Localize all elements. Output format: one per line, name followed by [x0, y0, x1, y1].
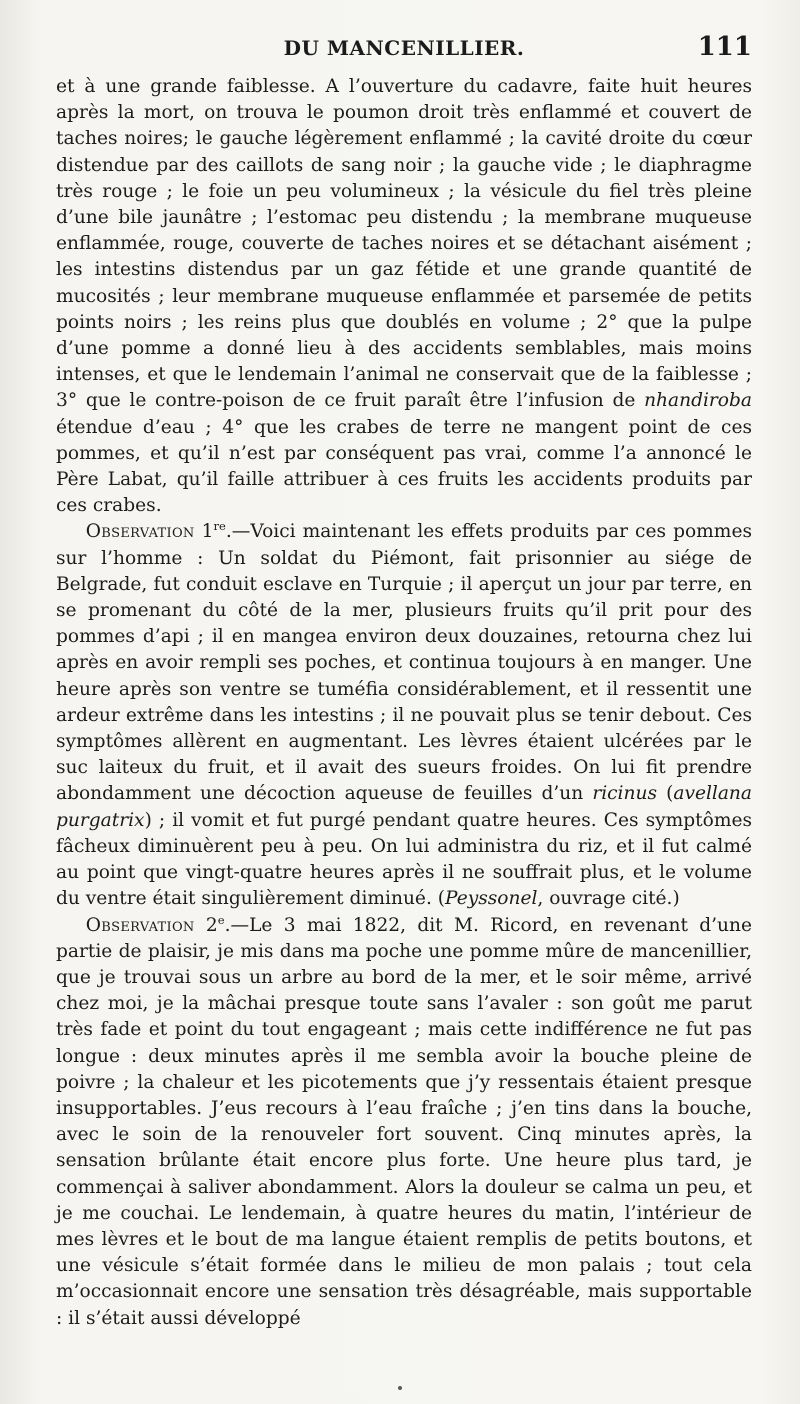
body-text	[56, 74, 752, 1332]
paragraph-text: et à une grande faiblesse. A l’ouverture du cadavre, faite huit heures après la mort, on trouva le poumon droit très enflammé et couvert de taches noires; le gauche légèrement enflammé ; la cavité droite du cœur distendue par des caillots de sang noir ; la gauche vide ; le diaphragme très rouge ; le foie un peu volumineux ; la vésicule du fiel très pleine d’une bile jaunâtre ; l’estomac peu distendu ; la membrane muqueuse enflammée, rouge, couverte de taches noires et se détachant aisément ; les intestins distendus par un gaz fétide et une grande quantité de mucosités ; leur membrane muqueuse enflammée et parsemée de petits points noirs ; les reins plus que doublés en volume ; 2° que la pulpe d’une pomme a donné lieu à des accidents semblables, mais moins intenses, et que le lendemain l’animal ne conservait que de la faiblesse ; 3° que le contre-poison de ce fruit paraît être l’infusion de	[56, 76, 752, 412]
paragraph-text: étendue d’eau ; 4° que les crabes de terre ne mangent point de ces pommes, et qu’il n’est par conséquent pas vrai, comme l’a annoncé le Père Labat, qu’il faille attribuer à ces fruits les accidents produits par ces crabes.	[56, 416, 752, 517]
paragraph-text: Voici maintenant les effets produits par ces pommes sur l’homme : Un soldat du Piémont, fait prisonnier au siége de Belgrade, fut conduit esclave en Turquie ; il aperçut un jour par terre, en se promenant du côté de la mer, plusieurs fruits qu’il prit pour des pommes d’api ; il en mangea environ deux douzaines, retourna chez lui après en avoir rempli ses poches, et continua toujours à en manger. Une heure après son ventre se tuméfia considérablement, et il ressentit une ardeur extrême dans les intestins ; il ne pouvait plus se tenir debout. Ces symptômes allèrent en augmentant. Les lèvres étaient ulcérées par le suc laiteux du fruit, et il avait des sueurs froides. On lui fit prendre abondamment une décoction aqueuse de feuilles d’un	[56, 521, 752, 805]
paragraph-text: ) ; il vomit et fut purgé pendant quatre heures. Ces symptômes fâcheux diminuèrent peu à peu. On lui administra du riz, et il fut calmé au point que vingt-quatre heures après il ne souffrait plus, et le volume du ventre était singulièrement diminué. (	[56, 809, 752, 910]
observation-dash: .—	[225, 521, 251, 543]
paragraph-observation-1	[56, 519, 752, 912]
italic-term: avellana purgatrix	[56, 783, 752, 831]
paragraph-text: (	[657, 783, 674, 805]
page-number: 111	[697, 32, 752, 62]
observation-ordinal: re	[213, 519, 226, 534]
paragraph-observation-2	[56, 913, 752, 1332]
paragraph-text: , ouvrage cité.)	[537, 888, 680, 910]
paragraph-continuation	[56, 74, 752, 519]
observation-number: 2	[205, 914, 218, 936]
italic-term: ricinus	[592, 783, 658, 805]
observation-ordinal: e	[217, 912, 225, 927]
print-mark	[398, 1386, 402, 1390]
observation-label: Observation	[85, 914, 195, 936]
italic-citation: Peyssonel	[445, 888, 538, 910]
paragraph-text: Le 3 mai 1822, dit M. Ricord, en revenant d’une partie de plaisir, je mis dans ma poche une pomme mûre de mancenillier, que je trouvai sous un arbre au bord de la mer, et le soir même, arrivé chez moi, je la mâchai presque toute sans l’avaler : son goût me parut très fade et point du tout engageant ; mais cette indifférence ne fut pas longue : deux minutes après il me sembla avoir la bouche pleine de poivre ; la chaleur et les picotements que j’y ressentais étaient presque insupportables. J’eus recours à l’eau fraîche ; j’en tins dans la bouche, avec le soin de la renouveler fort souvent. Cinq minutes après, la sensation brûlante était encore plus forte. Une heure plus tard, je commençai à saliver abondamment. Alors la douleur se calma un peu, et je me couchai. Le lendemain, à quatre heures du matin, l’intérieur de mes lèvres et le bout de ma langue étaient remplis de petits boutons, et une vésicule s’était formée dans le milieu de mon palais ; tout cela m’occasionnait encore une sensation très désagréable, mais supportable : il s’était aussi développé	[56, 914, 752, 1329]
observation-label: Observation	[85, 521, 195, 543]
observation-number: 1	[201, 521, 214, 543]
italic-term: nhandiroba	[644, 390, 752, 412]
page-header	[56, 32, 752, 66]
observation-dash: .—	[224, 914, 250, 936]
running-title: DU MANCENILLIER.	[283, 36, 525, 60]
